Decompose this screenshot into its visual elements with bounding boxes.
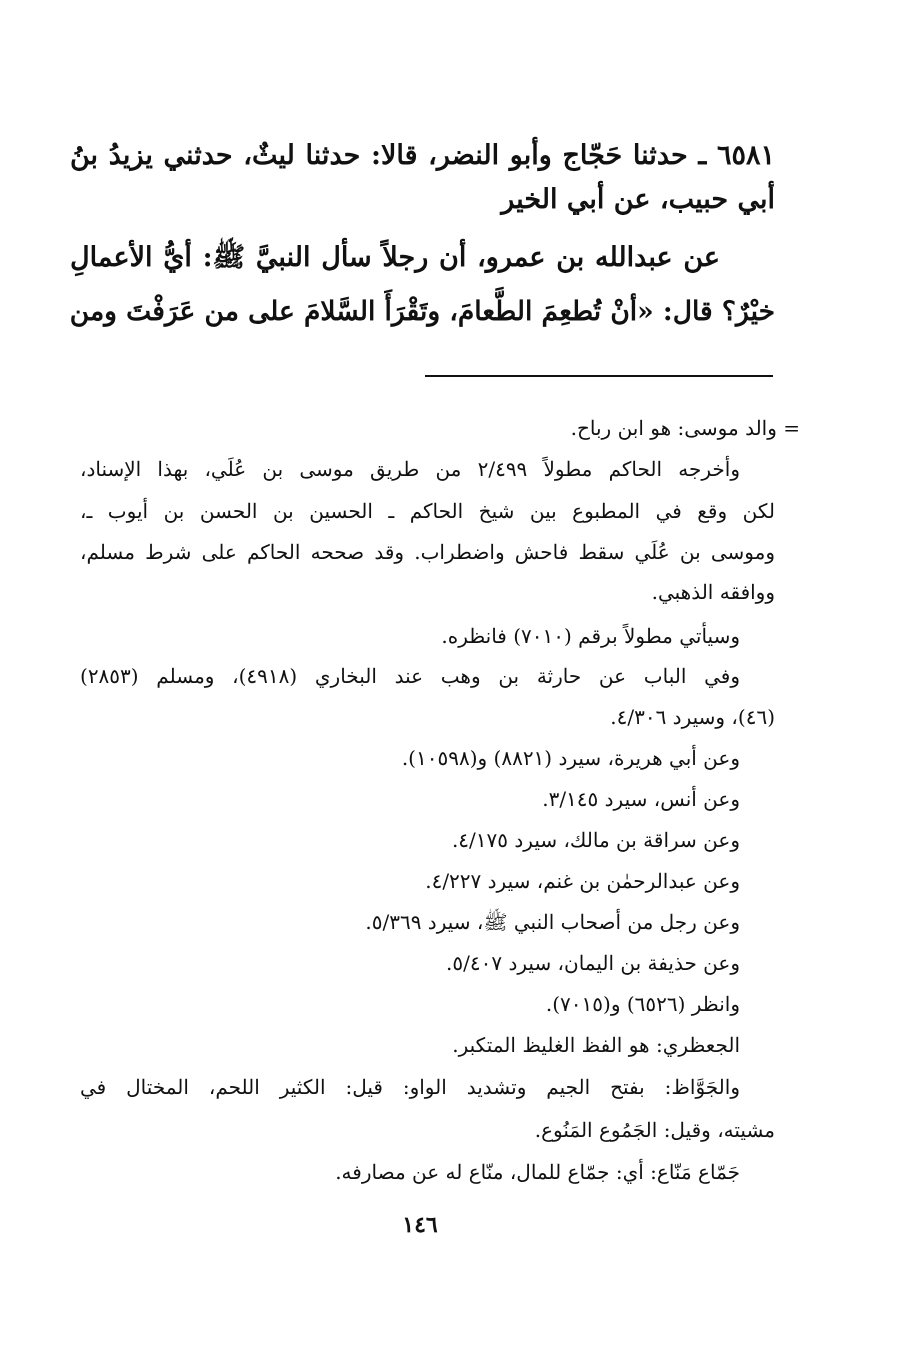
footnote-line-6: وسيأتي مطولاً برقم (٧٠١٠) فانظره. <box>441 624 740 648</box>
footnote-line-11: وعن سراقة بن مالك، سيرد ٤/١٧٥. <box>451 828 740 852</box>
footnote-line-18: مشيته، وقيل: الجَمُوع المَنُوع. <box>534 1118 775 1142</box>
footnote-line-12: وعن عبدالرحمٰن بن غنم، سيرد ٤/٢٢٧. <box>425 869 740 893</box>
footnote-separator <box>425 375 773 377</box>
footnote-line-3: لكن وقع في المطبوع بين شيخ الحاكم ـ الحسين بن الحسن بن أيوب ـ، <box>80 499 775 523</box>
footnote-line-10: وعن أنس، سيرد ٣/١٤٥. <box>542 787 740 811</box>
footnote-line-8: (٤٦)، وسيرد ٤/٣٠٦. <box>610 705 775 729</box>
footnote-line-15: وانظر (٦٥٢٦) و(٧٠١٥). <box>545 992 740 1016</box>
main-line-1: ٦٥٨١ ـ حدثنا حَجّاج وأبو النضر، قالا: حدثنا ليثٌ، حدثني يزيدُ بنُ <box>70 140 775 171</box>
footnote-line-5: ووافقه الذهبي. <box>651 580 775 604</box>
page-number: ١٤٦ <box>402 1212 438 1238</box>
footnote-line-19: جَمّاع مَنّاع: أي: جمّاع للمال، منّاع له عن مصارفه. <box>335 1160 740 1184</box>
footnote-line-2: وأخرجه الحاكم مطولاً ٢/٤٩٩ من طريق موسى بن عُلَي، بهذا الإسناد، <box>80 457 740 481</box>
footnote-line-16: الجعظري: هو الفظ الغليظ المتكبر. <box>452 1033 740 1057</box>
footnote-line-17: والجَوَّاظ: بفتح الجيم وتشديد الواو: قيل: الكثير اللحم، المختال في <box>80 1075 740 1099</box>
footnote-line-1: = والد موسى: هو ابن رباح. <box>570 416 800 440</box>
footnote-line-9: وعن أبي هريرة، سيرد (٨٨٢١) و(١٠٥٩٨). <box>401 746 740 770</box>
footnote-line-14: وعن حذيفة بن اليمان، سيرد ٥/٤٠٧. <box>446 951 740 975</box>
main-line-4: خيْرٌ؟ قال: «أنْ تُطعِمَ الطَّعامَ، وتَقْرَأَ السَّلامَ على من عَرَفْتَ ومن <box>69 296 775 327</box>
footnote-line-7: وفي الباب عن حارثة بن وهب عند البخاري (٤٩١٨)، ومسلم (٢٨٥٣) <box>80 664 740 688</box>
main-line-2: أبي حبيب، عن أبي الخير <box>501 184 775 215</box>
footnote-line-4: وموسى بن عُلَي سقط فاحش واضطراب. وقد صححه الحاكم على شرط مسلم، <box>80 540 775 564</box>
footnote-line-13: وعن رجل من أصحاب النبي ﷺ، سيرد ٥/٣٦٩. <box>365 910 740 934</box>
main-line-3: عن عبدالله بن عمرو، أن رجلاً سأل النبيَّ ﷺ: أيُّ الأعمالِ <box>70 242 720 273</box>
